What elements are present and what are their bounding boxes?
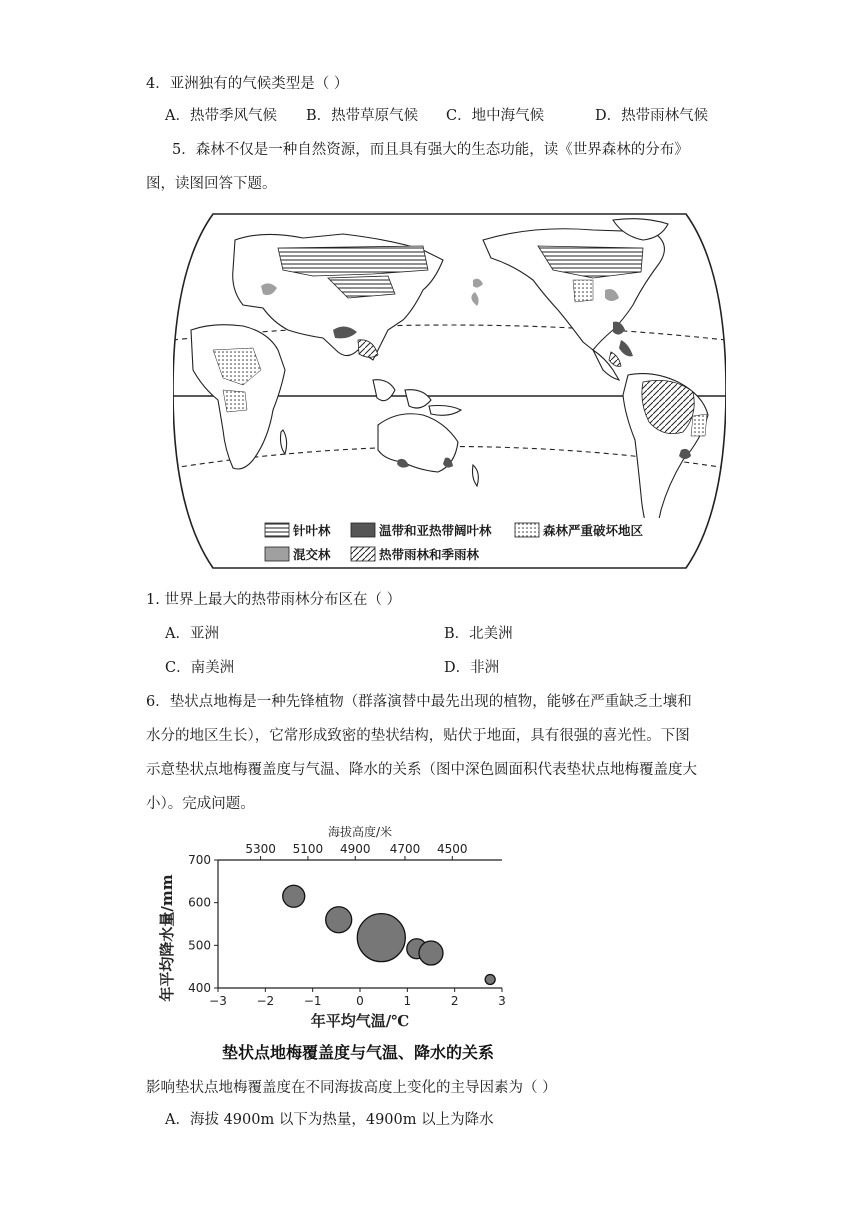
legend-label-rainforest: 热带雨林和季雨林 (379, 547, 480, 562)
chart-x-label: 年平均气温/℃ (310, 1012, 410, 1030)
x2-tick-label-2: 4900 (339, 842, 371, 856)
q6-line1: 6．垫状点地梅是一种先锋植物（群落演替中最先出现的植物，能够在严重缺乏土壤和 (146, 694, 692, 710)
q6-line4: 小）。完成问题。 (146, 796, 255, 812)
q4-option-b: B．热带草原气候 (306, 108, 419, 124)
x-tick-label-5: 2 (450, 994, 459, 1008)
data-point-2 (357, 914, 405, 962)
q4-stem: 4．亚洲独有的气候类型是（ ） (146, 76, 349, 92)
legend-label-damaged: 森林严重破坏地区 (543, 523, 644, 538)
legend-label-coniferous: 针叶林 (293, 523, 331, 538)
legend-swatch-rainforest (351, 547, 375, 561)
y-tick-label-2: 600 (188, 895, 211, 910)
q5-intro-line2: 图，读图回答下题。 (146, 176, 277, 192)
data-point-0 (283, 885, 305, 907)
q1-option-d: D．非洲 (444, 660, 500, 676)
x2-tick-label-4: 4500 (437, 842, 468, 856)
y-tick-label-0: 400 (188, 981, 211, 995)
y-tick-label-3: 700 (188, 853, 211, 867)
x-tick-label-3: 0 (356, 994, 364, 1008)
x-tick-label-0: −3 (209, 994, 227, 1008)
data-point-5 (485, 974, 495, 984)
coniferous-eurasia (278, 246, 428, 276)
q1-stem: 1. 世界上最大的热带雨林分布区在（ ） (146, 592, 402, 608)
legend-swatch-broadleaf (351, 523, 375, 537)
x-tick-label-2: −1 (303, 994, 322, 1008)
scatter-chart (150, 818, 530, 1068)
x2-tick-label-1: 5100 (292, 842, 324, 856)
q4-option-c: C．地中海气候 (446, 108, 545, 124)
x-tick-label-6: 3 (498, 994, 506, 1008)
x2-tick-label-3: 4700 (389, 842, 421, 856)
data-point-4 (419, 941, 443, 965)
legend-label-mixed: 混交林 (293, 547, 331, 562)
q4-option-d: D．热带雨林气候 (595, 108, 709, 124)
y-tick-label-1: 500 (188, 938, 211, 953)
q5-intro-line1: 5．森林不仅是一种自然资源，而且具有强大的生态功能，读《世界森林的分布》 (172, 142, 689, 158)
q6-line3: 示意垫状点地梅覆盖度与气温、降水的关系（图中深色圆面积代表垫状点地梅覆盖度大 (146, 762, 697, 778)
chart-x2-label: 海拔高度/米 (327, 825, 393, 839)
chart-title: 垫状点地梅覆盖度与气温、降水的关系 (221, 1043, 495, 1062)
legend-swatch-coniferous (265, 523, 289, 537)
world-forest-map (173, 210, 726, 572)
q6-line2: 水分的地区生长），它常形成致密的垫状结构，贴伏于地面，具有很强的喜光性。下图 (146, 728, 690, 744)
data-point-1 (326, 907, 352, 933)
x-tick-label-1: −2 (256, 994, 275, 1008)
q6-question: 影响垫状点地梅覆盖度在不同海拔高度上变化的主导因素为（ ） (146, 1080, 557, 1096)
q6-option-a: A．海拔 4900m 以下为热量，4900m 以上为降水 (165, 1112, 494, 1128)
x-tick-label-4: 1 (403, 994, 412, 1008)
chart-y-label: 年平均降水量/mm (158, 874, 176, 1002)
q1-option-b: B．北美洲 (444, 626, 513, 642)
q4-option-a: A．热带季风气候 (165, 108, 277, 124)
x2-tick-label-0: 5300 (245, 842, 276, 856)
legend-swatch-mixed (265, 547, 289, 561)
q1-option-a: A．亚洲 (165, 626, 219, 642)
q1-option-c: C．南美洲 (165, 660, 235, 676)
legend-label-broadleaf: 温带和亚热带阔叶林 (379, 523, 492, 538)
legend-swatch-damaged (515, 523, 539, 537)
